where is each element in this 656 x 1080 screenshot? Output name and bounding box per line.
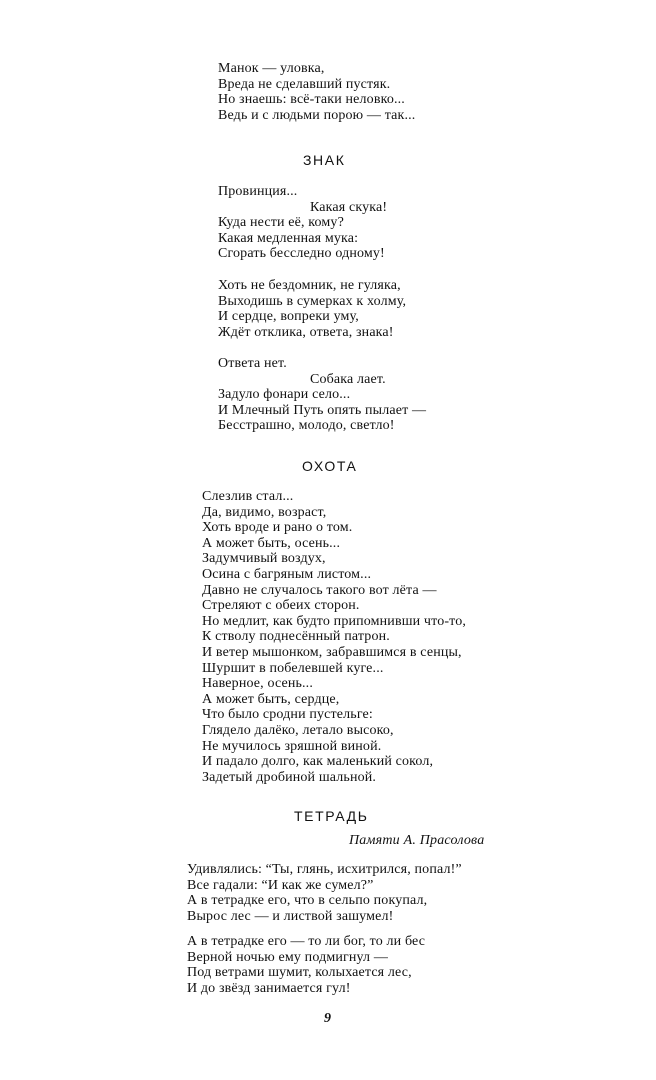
poem-line: Осина с багряным листом... <box>202 566 372 582</box>
poem-line: И сердце, вопреки уму, <box>218 309 359 325</box>
poem-line: Шуршит в побелевшей куге... <box>202 660 384 676</box>
poem-line: К стволу поднесённый патрон. <box>202 629 390 645</box>
poem-line: Слезлив стал... <box>202 489 294 504</box>
poem-line: И Млечный Путь опять пылает — <box>218 402 427 418</box>
poem-line: Сгорать бесследно одному! <box>218 246 385 262</box>
poem-line: Вырос лес — и листвой зашумел! <box>187 908 394 924</box>
poem-line: Какая медленная мука: <box>218 230 359 246</box>
poem-line: Но знаешь: всё-таки неловко... <box>218 92 405 108</box>
poem-line: А в тетрадке его — то ли бог, то ли бес <box>187 934 426 949</box>
poem-line: Выходишь в сумерках к холму, <box>218 293 407 309</box>
poem-line: Но медлит, как будто припомнивши что-то, <box>202 613 467 629</box>
poem-line: Ждёт отклика, ответа, знака! <box>218 324 394 340</box>
poem-line: Да, видимо, возраст, <box>202 504 327 520</box>
poem-line: Верной ночью ему подмигнул — <box>187 949 388 965</box>
poem-line: Не мучилось зряшной виной. <box>202 738 382 754</box>
poem-line: Хоть вроде и рано о том. <box>202 520 353 536</box>
poem-line: Куда нести её, кому? <box>218 215 344 231</box>
poem-line: Задетый дробиной шальной. <box>202 769 377 785</box>
poem-znak-stanza-3 <box>218 356 426 434</box>
poem-line: Стреляют с обеих сторон. <box>202 598 360 614</box>
poem-okhota-body <box>202 489 466 785</box>
poem-line: Задумчивый воздух, <box>202 551 326 567</box>
poem-line: И ветер мышонком, забравшимся в сенцы, <box>202 644 462 660</box>
poem-line: А в тетрадке его, что в сельпо покупал, <box>187 893 428 909</box>
poem-line: Какая скука! <box>310 199 388 215</box>
poem-line: Манок — уловка, <box>218 61 325 76</box>
poem-title-znak: ЗНАК <box>303 152 346 168</box>
poem-line: Хоть не бездомник, не гуляка, <box>218 278 401 293</box>
poem-line: Вреда не сделавший пустяк. <box>218 76 391 92</box>
poem-line: Что было сродни пустельге: <box>202 707 373 723</box>
poem-line: Ответа нет. <box>218 356 287 371</box>
poem-line: Все гадали: “И как же сумел?” <box>187 877 374 893</box>
poem-line: Бесстрашно, молодо, светло! <box>218 418 395 434</box>
poem-line: Ведь и с людьми порою — так... <box>218 107 416 123</box>
poem-tetrad-stanza-1 <box>187 862 462 924</box>
poem-fragment <box>218 61 415 123</box>
poem-line: Глядело далёко, летало высоко, <box>202 722 394 738</box>
poem-line: И до звёзд занимается гул! <box>187 980 351 996</box>
poem-line: Давно не случалось такого вот лёта — <box>202 582 437 598</box>
poem-line: Под ветрами шумит, колыхается лес, <box>187 965 412 981</box>
poem-line: А может быть, осень... <box>202 535 341 551</box>
poem-dedication: Памяти А. Прасолова <box>349 833 485 848</box>
poem-title-okhota: ОХОТА <box>302 458 358 474</box>
poem-line: Наверное, осень... <box>202 676 313 692</box>
poem-line: Собака лает. <box>310 371 386 387</box>
poem-line: А может быть, сердце, <box>202 691 340 707</box>
poem-title-tetrad: ТЕТРАДЬ <box>294 808 369 824</box>
poem-line: Задуло фонари село... <box>218 387 351 403</box>
poem-line: Провинция... <box>218 184 298 199</box>
poem-line: И падало долго, как маленький сокол, <box>202 754 434 770</box>
poem-line: Удивлялись: “Ты, глянь, исхитрился, попал!” <box>187 862 462 877</box>
poem-znak-stanza-2 <box>218 278 406 340</box>
page-number: 9 <box>324 1011 331 1026</box>
poem-tetrad-stanza-2 <box>187 934 425 996</box>
poem-znak-stanza-1 <box>218 184 387 262</box>
